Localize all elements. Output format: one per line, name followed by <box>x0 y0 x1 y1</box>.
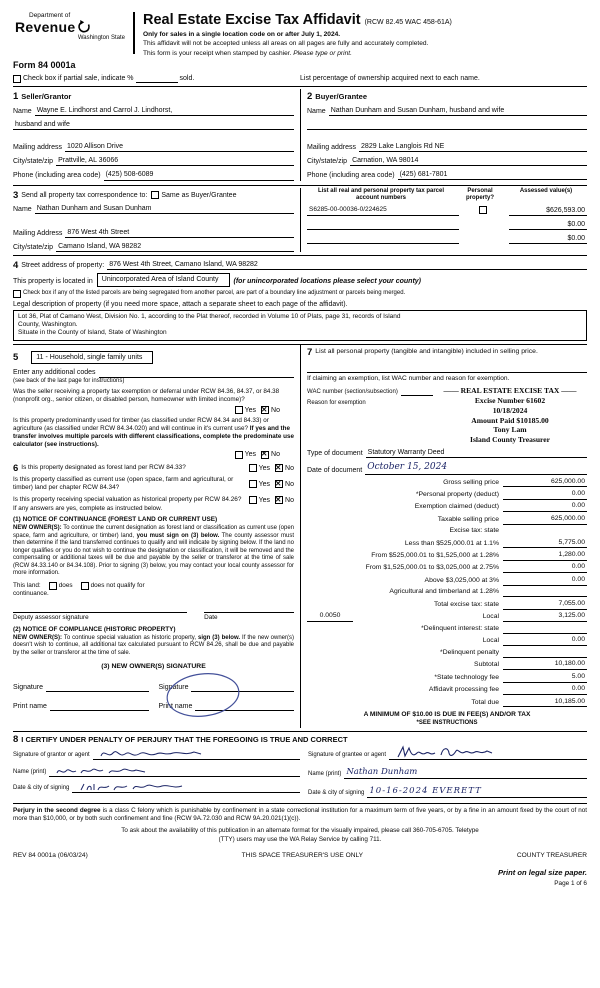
date-of-document-value[interactable]: October 15, 2024 <box>365 462 587 475</box>
correspondence-intro: Send all property tax correspondence to: <box>21 191 148 199</box>
forest-yes-checkbox[interactable] <box>249 464 257 472</box>
historic-yes-checkbox[interactable] <box>249 496 257 504</box>
see-instructions-note: *SEE INSTRUCTIONS <box>416 720 478 726</box>
buyer-phone-label: Phone (including area code) <box>307 171 395 179</box>
notice-2-paragraph: NEW OWNER(S): To continue special valuation as historic property, sign (3) below. If the new owner(s) doesn't wish to continue, all additional tax calculated pursuant to RCW 84.26, shall be due and payable by the seller or transferor at the time of sale. <box>13 634 294 656</box>
buyer-name-label: Name <box>307 108 326 116</box>
historic-question: Is this property receiving special valuation as historical property per RCW 84.26? <box>13 495 242 503</box>
exemption-question: Was the seller receiving a property tax exemption or deferral under RCW 84.36, 84.37, or 84.38 (nonprofit org., senior citizen, or disabled person, homeowner with limited income)? <box>13 388 280 404</box>
stamp-amount-paid: Amount Paid $10185.00 <box>471 415 549 425</box>
tax-line-value[interactable]: 1,280.00 <box>503 551 587 561</box>
grantee-date-city-value[interactable]: 10-16-2024 EVERETT <box>367 786 587 798</box>
section-1-seller <box>13 89 300 180</box>
personal-property-blank-area[interactable] <box>307 357 587 372</box>
header <box>13 9 587 59</box>
grantor-signature-line[interactable] <box>93 751 300 761</box>
wac-number-value[interactable] <box>401 387 433 397</box>
treasurer-stamp <box>433 384 587 445</box>
certify-statement: I CERTIFY UNDER PENALTY OF PERJURY THAT THE FOREGOING IS TRUE AND CORRECT <box>21 734 348 744</box>
tax-line-label: Excise tax: state <box>449 527 499 535</box>
print-name-label: Print name <box>13 703 47 711</box>
new-owner-print-name-2[interactable] <box>195 702 294 712</box>
legal-description-line: County, Washington. <box>18 321 78 329</box>
grantor-date-city-label: Date & city of signing <box>13 785 70 792</box>
tax-line-label: Total due <box>471 698 499 706</box>
type-of-document-label: Type of document <box>307 450 363 458</box>
correspondence-city-label: City/state/zip <box>13 244 54 252</box>
deputy-assessor-signature-line[interactable]: Deputy assessor signature <box>13 612 187 622</box>
signature-label: Signature <box>13 683 43 691</box>
tax-line-value <box>503 528 587 536</box>
does-checkbox[interactable] <box>49 582 57 590</box>
legal-description-line: Lot 36, Plat of Camano West, Division No. 1, according to the Plat thereof, recorded in Volume 10 of Plats, page 31, records of Island <box>18 312 401 320</box>
buyer-name-value[interactable]: Nathan Dunham and Susan Dunham, husband and wife <box>329 106 587 116</box>
section-4-number: 4 <box>13 259 19 271</box>
personal-property-intro: List all personal property (tangible and intangible) included in selling price. <box>315 347 538 355</box>
segregated-label: Check box if any of the listed parcels are being segregated from another parcel, are part of a boundary line adjustment or parcels being merged. <box>23 289 406 296</box>
grantor-signature-scrawl <box>99 747 203 760</box>
buyer-phone-value[interactable]: (425) 681-7801 <box>398 170 587 180</box>
new-owner-print-name-1[interactable] <box>50 702 149 712</box>
dor-logo <box>13 9 131 43</box>
additional-codes-value[interactable] <box>99 368 295 378</box>
current-use-yes-checkbox[interactable] <box>249 480 257 488</box>
circular-arrow-icon <box>77 20 91 34</box>
correspondence-parcel-band <box>13 185 587 256</box>
header-note-1: Only for sales in a single location code on or after July 1, 2024. <box>143 30 341 38</box>
tax-line-value[interactable]: 3,125.00 <box>503 612 587 622</box>
buyer-city-label: City/state/zip <box>307 157 348 165</box>
section-1-title: Seller/Grantor <box>21 92 72 102</box>
type-of-document-value[interactable]: Statutory Warranty Deed <box>366 448 587 458</box>
tax-line-value[interactable]: 5.00 <box>503 673 587 683</box>
section-8-certification <box>13 731 587 798</box>
section-2-title: Buyer/Grantee <box>315 92 367 102</box>
tax-line-value[interactable] <box>503 588 587 597</box>
section-8-number: 8 <box>13 733 19 745</box>
assessed-value[interactable]: $626,593.00 <box>509 206 587 216</box>
correspondence-city-value[interactable]: Camano Island, WA 98282 <box>56 242 294 252</box>
right-column <box>300 345 587 728</box>
tax-line-value[interactable]: 10,185.00 <box>503 698 587 708</box>
section-1-number: 1 <box>13 91 19 103</box>
legal-description-label: Legal description of property (if you need more space, attach a separate sheet to each page of the affidavit). <box>13 300 348 308</box>
seller-mailing-label: Mailing address <box>13 144 63 152</box>
correspondence-mailing-value[interactable]: 876 West 4th Street <box>65 228 294 238</box>
tax-line-label: *Delinquent interest: state <box>421 624 499 632</box>
seller-name-value-2[interactable]: husband and wife <box>13 120 294 130</box>
notice-1-paragraph: NEW OWNER(S): To continue the current designation as forest land or classification as current use (open space, farm and agriculture, or timber) land, you must sign on (3) below. The county assessor must then determine if the land transferred continues to qualify and will indicate by signing below. If the land no longer qualifies or you do not wish to continue the designation or classification, it will be removed and the compensating or additional taxes will be due and payable by the seller or transferor at the time of sale (RCW 84.33.140 or 84.34.108). Prior to signing (3) below, you may contact your local county assessor for more information. <box>13 525 295 577</box>
left-column <box>13 345 300 728</box>
buyer-mailing-label: Mailing address <box>307 143 357 151</box>
buyer-city-value[interactable]: Carnation, WA 98014 <box>350 156 587 166</box>
section-5-number: 5 <box>13 351 19 363</box>
timber-question: Is this property predominantly used for timber (as classified under RCW 84.34 and 84.33) or agriculture (as classified under RCW 84.34.020) and will continue in it's current use? If yes and the transfer involves multiple parcels with different classifications, complete the predominate use calculator (see instructions). <box>13 416 294 449</box>
exemption-no-checkbox[interactable] <box>261 406 269 414</box>
grantee-signature-line[interactable] <box>389 751 587 761</box>
logo-dept-of: Department of <box>29 12 71 19</box>
seller-phone-value[interactable]: (425) 508-6089 <box>104 170 294 180</box>
tax-line-label: Local <box>482 613 499 621</box>
personal-property-checkbox[interactable] <box>479 206 487 214</box>
tax-line-label: Less than $525,000.01 at 1.1% <box>404 539 499 547</box>
header-note-2: This affidavit will not be accepted unless all areas on all pages are fully and accurately completed. <box>143 40 429 48</box>
grantee-signing-column <box>300 745 587 799</box>
tax-line-label: Agricultural and timberland at 1.28% <box>389 588 499 596</box>
page-number: Page 1 of 6 <box>554 880 587 888</box>
tax-line-value[interactable]: 7,055.00 <box>503 600 587 610</box>
logo-revenue: Revenue <box>15 19 76 36</box>
grantor-print-name-label: Name (print) <box>13 768 47 775</box>
tax-line-label: Above $3,025,000 at 3% <box>424 576 499 584</box>
minimum-due-note: A MINIMUM OF $10.00 IS DUE IN FEE(S) AND/OR TAX <box>363 711 531 719</box>
header-note-3: This form is your receipt when stamped by cashier. Please type or print. <box>143 49 352 57</box>
grantee-signature-scrawl <box>395 744 495 760</box>
section-2-buyer <box>300 89 587 180</box>
land-use-code-select[interactable]: 11 - Household, single family units <box>31 351 153 364</box>
timber-yes-checkbox[interactable] <box>235 451 243 459</box>
deputy-date-line[interactable]: Date <box>204 612 294 622</box>
tax-line-label: From $525,000.01 to $1,525,000 at 1.28% <box>371 552 499 560</box>
wac-number-label: WAC number (section/subsection) <box>307 388 398 395</box>
stamp-date: 10/18/2024 <box>492 405 528 415</box>
forest-no-checkbox[interactable] <box>275 464 283 472</box>
stamp-office: Island County Treasurer <box>469 435 551 445</box>
street-address-value[interactable]: 876 West 4th Street, Camano Island, WA 98282 <box>107 260 587 270</box>
parcel-number-value[interactable]: S6285-00-00036-0/224625 <box>307 206 459 216</box>
parcel-table <box>300 188 587 253</box>
section-5: 5 11 - Household, single family units Enter any additional codes (see back of the last page for instructions) Was the seller receiving a property tax exemption or deferral under RCW 84.36, 84.37, or 84.38 (nonprofit org., senior citizen, or disabled person, homeowner with limited income)? Yes ✕ No Is this property predominantly used for timber (as classified under RCW 84.34 and 84.33) or agriculture (as classified under RCW 84.34.020) and will continue in it's current use? If yes and the transfer involves multiple parcels with different classifications, complete the predominate use calculator (see instructions). Yes ✕ No <box>13 351 294 460</box>
tax-line-value[interactable] <box>503 625 587 634</box>
if-yes-note: If any answers are yes, complete as instructed below. <box>13 504 163 512</box>
parcel-col-header: List all real and personal property tax parcel account numbers <box>317 187 445 201</box>
this-land-label: This land: <box>13 581 41 589</box>
section-3-number: 3 <box>13 189 19 201</box>
grantee-signature-label: Signature of grantee or agent <box>308 752 387 759</box>
tax-line-value[interactable]: 0.00 <box>503 685 587 695</box>
correspondence-name-label: Name <box>13 206 32 214</box>
buyer-name-value-2[interactable] <box>307 120 587 130</box>
personal-property-col-header: Personal property? <box>465 187 494 201</box>
section-6: 6 Is this property designated as forest land per RCW 84.33? Yes ✕ No Is this property classified as current use (open space, farm and agricultural, or timber) land per chapter RCW 84.34? Yes ✕ No Is this property receiving special valuation as historical property per RCW 84.26? Yes ✕ No If any answers are yes, complete as instructed below. (1) NOTICE OF CONTINUANCE (FOREST LAND OR CURRENT USE) NEW OWNER(S): To continue the current designation as forest land or classification as current use (open space, farm and agriculture, or timber) land, you must sign on (3) below. The county assessor must then determine if the land transferred continues to qualify and will indicate by signing below. If the land no longer qualifies or you do not wish to continue the designation or classification, it will be removed and the compensating or additional taxes will be due and payable by the seller or transferor at the time of sale (RCW 84.33.140 or 84.34.108). Prior to signing (3) below, you may contact your local county assessor for more information. This land: does does not qualify for continuance. Deputy assessor signature Date (2) NOTICE OF COMPLIANCE (HISTORIC PROPERTY) NEW OWNER(S): To continue special valuation as historic property, sign (3) below. If the new owner(s) doesn't wish to continue, all additional tax calculated pursuant to RCW 84.26, shall be due and payable by the seller or transferor at the time of sale. (3) NEW OWNER(S) SIGNATURE Signature Signature Print name Print name <box>13 464 294 712</box>
seller-name-value[interactable]: Wayne E. Lindhorst and Carrol J. Lindhorst, <box>35 106 294 116</box>
stamp-excise-number: Excise Number 61602 <box>474 395 546 405</box>
parcel-row <box>307 234 587 244</box>
legal-description-line: Situate in the County of Island, State of Washington <box>18 329 167 337</box>
seller-phone-label: Phone (including area code) <box>13 172 101 180</box>
current-use-question: Is this property classified as current use (open space, farm and agricultural, or timber) land per chapter RCW 84.34? <box>13 476 234 492</box>
partial-sale-checkbox[interactable] <box>13 75 21 83</box>
street-address-label: Street address of property: <box>21 262 105 270</box>
forest-land-question: Is this property designated as forest land per RCW 84.33? <box>21 463 186 471</box>
logo-washington-state: Washington State <box>77 35 125 42</box>
reason-for-exemption-label: Reason for exemption <box>307 400 366 407</box>
assessed-value[interactable]: $0.00 <box>509 220 587 230</box>
parcel-number-value[interactable] <box>307 220 459 230</box>
tax-line-label: Total excise tax: state <box>434 600 499 608</box>
date-of-document-label: Date of document <box>307 466 363 474</box>
parcel-number-value[interactable] <box>307 234 459 244</box>
grantor-signature-label: Signature of grantor or agent <box>13 752 90 759</box>
treasurer-space-label: THIS SPACE TREASURER'S USE ONLY <box>241 851 364 859</box>
stamp-treasurer-name: Tony Lam <box>493 425 527 435</box>
located-in-label: This property is located in <box>13 278 93 286</box>
seller-mailing-value[interactable]: 1020 Allison Drive <box>65 142 294 152</box>
notice-3-title: (3) NEW OWNER(S) SIGNATURE <box>101 663 206 671</box>
rev-number: REV 84 0001a (06/03/24) <box>13 851 88 859</box>
stamp-title: —— REAL ESTATE EXCISE TAX —— <box>443 385 577 395</box>
section-4-property <box>13 255 587 344</box>
correspondence-mailing-label: Mailing Address <box>13 230 63 238</box>
tax-line-value[interactable]: 10,180.00 <box>503 660 587 670</box>
grantor-print-name-line[interactable] <box>49 767 300 777</box>
tax-line-label: Local <box>482 637 499 645</box>
section-2-number: 2 <box>307 91 313 103</box>
tax-line-label: Affidavit processing fee <box>428 686 499 694</box>
partial-percent-field[interactable] <box>136 74 178 83</box>
section-3-correspondence <box>13 188 300 253</box>
grantor-print-name-scrawl <box>55 765 151 777</box>
header-divider <box>133 12 135 54</box>
footer-row <box>13 852 587 861</box>
grantee-date-city-label: Date & city of signing <box>308 790 365 797</box>
tax-line-value[interactable]: 625,000.00 <box>503 478 587 488</box>
tax-line-value[interactable]: 0.00 <box>503 563 587 573</box>
tax-line-value[interactable]: 0.00 <box>503 490 587 500</box>
grantee-print-name-label: Name (print) <box>308 771 342 778</box>
form-number: Form 84 0001a <box>13 59 76 70</box>
alternate-format-note: To ask about the availability of this publication in an alternate format for the visually impaired, please call 360-705-6705. Teletype (TTY) users may use the WA Relay Service by calling 711. <box>121 827 479 843</box>
grantor-date-city-scrawl <box>78 781 188 793</box>
correspondence-name-value[interactable]: Nathan Dunham and Susan Dunham <box>35 204 294 214</box>
parcel-row <box>307 220 587 230</box>
segregated-checkbox[interactable] <box>13 290 21 298</box>
new-owner-signature-line-1[interactable] <box>46 682 149 692</box>
perjury-statement: Perjury in the second degree is a class C felony which is punishable by confinement in a state correctional institution for a maximum term of five years, or by a fine in an amount fixed by the court of not more than $10,000, or by both such confinement and fine (RCW 9A.72.030 and RCW 9A.20.021(1)(c)). <box>13 803 587 823</box>
page-title: Real Estate Excise Tax Affidavit <box>143 12 361 28</box>
current-use-no-checkbox[interactable] <box>275 480 283 488</box>
new-owner-signature-block <box>13 663 294 711</box>
exemption-yes-checkbox[interactable] <box>235 406 243 414</box>
local-rate-value[interactable]: 0.0050 <box>307 612 353 622</box>
notice-2-title: (2) NOTICE OF COMPLIANCE (HISTORIC PROPERTY) <box>13 625 176 633</box>
parcel-row <box>307 206 587 216</box>
tax-line-value[interactable]: 0.00 <box>503 636 587 646</box>
assessed-value[interactable]: $0.00 <box>509 234 587 244</box>
does-not-checkbox[interactable] <box>81 582 89 590</box>
located-in-note: (for unincorporated locations please select your county) <box>233 278 421 286</box>
tax-line-label: *State technology fee <box>434 673 499 681</box>
tax-line-value[interactable]: 5,775.00 <box>503 539 587 549</box>
assessed-value-col-header: Assessed value(s) <box>519 187 573 194</box>
main-band <box>13 344 587 728</box>
tax-line-label: Taxable selling price <box>437 515 499 523</box>
tax-line-value[interactable]: 625,000.00 <box>503 515 587 525</box>
timber-no-checkbox[interactable] <box>261 451 269 459</box>
grantor-date-city-line[interactable] <box>72 784 300 794</box>
same-as-buyer-label: Same as Buyer/Grantee <box>161 191 237 199</box>
print-legal-size-note: Print on legal size paper. <box>497 868 587 878</box>
tax-line-label: Subtotal <box>474 661 499 669</box>
title-rcw-ref: (RCW 82.45 WAC 458-61A) <box>364 19 452 26</box>
historic-no-checkbox[interactable] <box>275 496 283 504</box>
signature-label: Signature <box>158 683 189 691</box>
buyer-mailing-value[interactable]: 2829 Lake Langlois Rd NE <box>359 142 587 152</box>
section-7 <box>307 348 587 445</box>
exemption-intro: If claiming an exemption, list WAC number and reason for exemption. <box>307 372 587 384</box>
seller-city-label: City/state/zip <box>13 158 54 166</box>
continuance-label: continuance. <box>13 590 49 598</box>
see-back-note: (see back of the last page for instructions) <box>13 377 125 384</box>
seller-city-value[interactable]: Prattville, AL 36066 <box>56 156 294 166</box>
partial-sale-row <box>13 74 587 87</box>
tax-line-label: From $1,525,000.01 to $3,025,000 at 2.75% <box>365 564 499 572</box>
tax-line-label: *Personal property (deduct) <box>415 490 499 498</box>
county-select[interactable]: Unincorporated Area of Island County <box>97 273 230 286</box>
seller-name-label: Name <box>13 108 32 116</box>
print-name-label: Print name <box>158 703 193 711</box>
additional-codes-label: Enter any additional codes <box>13 369 96 377</box>
new-owner-signature-line-2[interactable] <box>191 682 294 692</box>
tax-line-label: Gross selling price <box>443 478 499 486</box>
pen-scribble-oval <box>163 669 243 721</box>
county-treasurer-label: COUNTY TREASURER <box>516 851 587 859</box>
tax-line-value[interactable]: 0.00 <box>503 576 587 586</box>
partial-sold-label: sold. <box>179 75 195 83</box>
tax-line-value[interactable]: 0.00 <box>503 502 587 512</box>
partial-sale-label: Check box if partial sale, indicate % <box>23 75 134 83</box>
legal-description-box[interactable] <box>13 310 587 341</box>
section-6-number: 6 <box>13 462 19 474</box>
section-7-number: 7 <box>307 346 313 358</box>
tax-line-value[interactable] <box>503 649 587 658</box>
seller-buyer-band <box>13 89 587 184</box>
tax-line-label: *Delinquent penalty <box>440 648 499 656</box>
ownership-percent-label: List percentage of ownership acquired next to each name. <box>300 75 480 83</box>
same-as-buyer-checkbox[interactable] <box>151 191 159 199</box>
grantee-print-name-value[interactable]: Nathan Dunham <box>344 767 587 779</box>
tax-line-label: Exemption claimed (deduct) <box>414 503 499 511</box>
grantor-signing-column <box>13 745 300 799</box>
tax-computation <box>307 448 587 728</box>
notice-1-title: (1) NOTICE OF CONTINUANCE (FOREST LAND OR CURRENT USE) <box>13 515 218 523</box>
